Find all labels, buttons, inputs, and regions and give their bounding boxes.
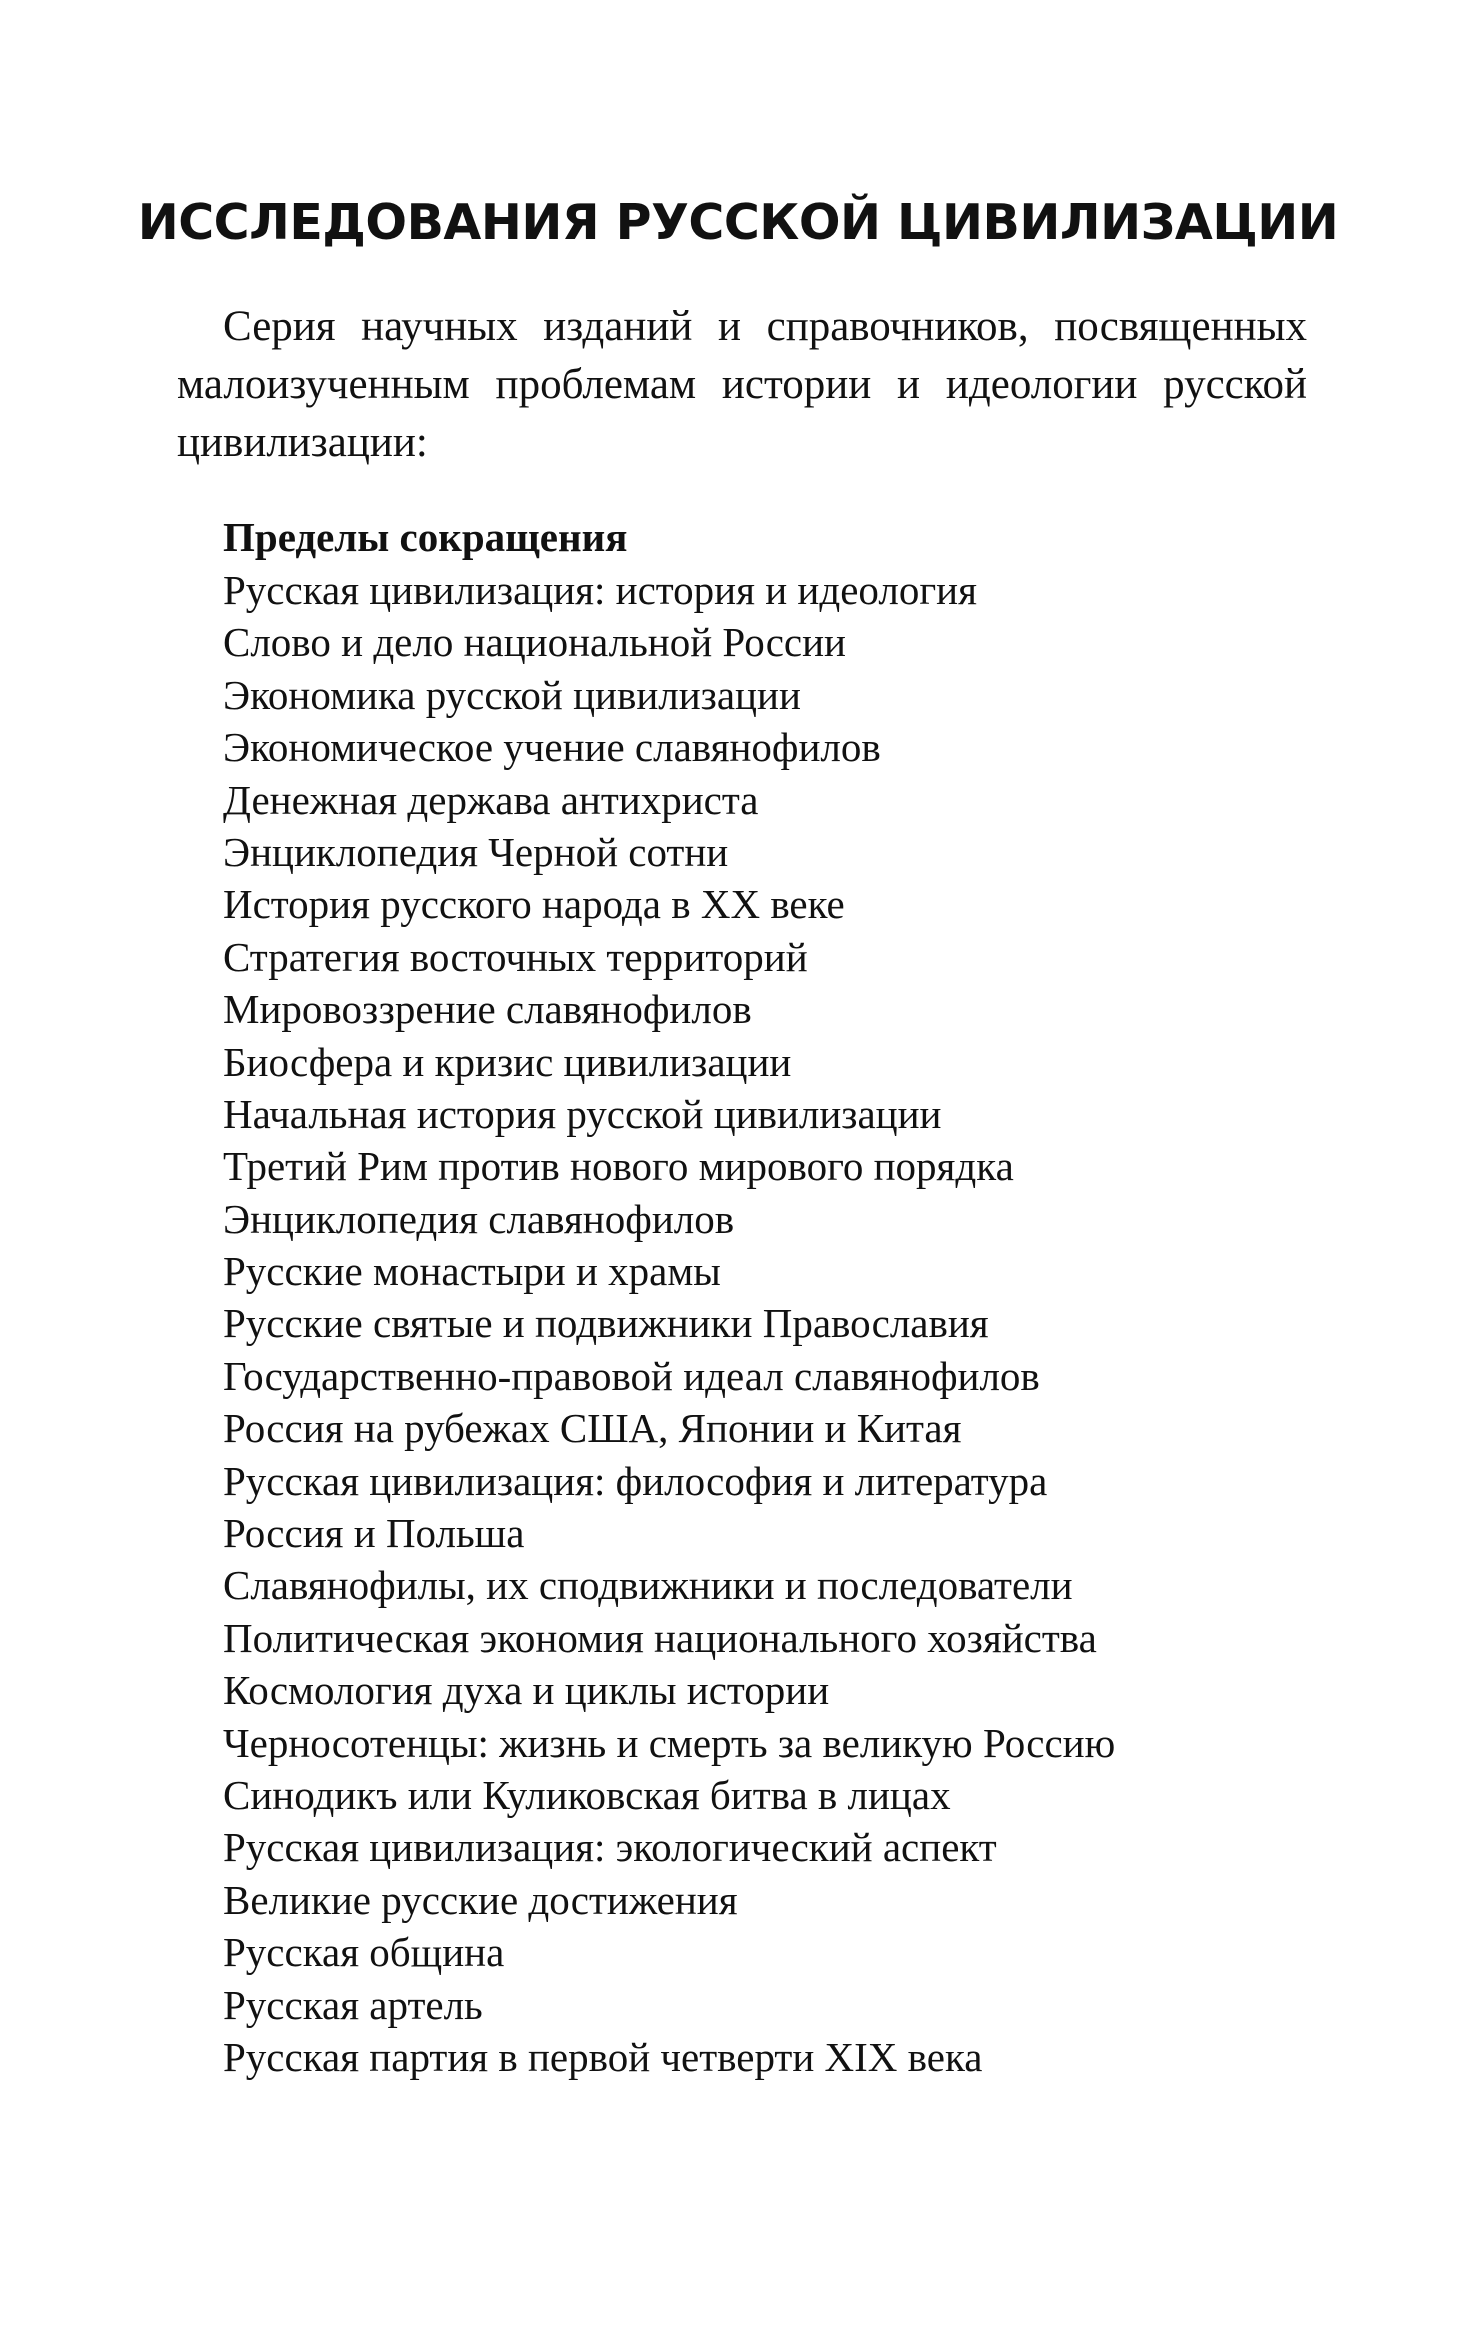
list-item: Русские монастыри и храмы xyxy=(223,1248,721,1295)
list-item: Экономическое учение славянофилов xyxy=(223,724,881,771)
list-item: Русская цивилизация: история и идеология xyxy=(223,567,977,613)
list-item: Русская артель xyxy=(223,1981,483,2028)
list-item: Государственно-правовой идеал славянофилов xyxy=(223,1352,1040,1399)
list-item: Черносотенцы: жизнь и смерть за великую Россию xyxy=(223,1719,1116,1766)
list-item: Энциклопедия славянофилов xyxy=(223,1195,735,1242)
list-item: Начальная история русской цивилизации xyxy=(223,1090,942,1137)
list-item: Политическая экономия национального хозяйства xyxy=(223,1614,1097,1661)
list-item: Русские святые и подвижники Православия xyxy=(223,1300,989,1347)
list-item: Энциклопедия Черной сотни xyxy=(223,828,729,875)
list-item: Россия и Польша xyxy=(223,1510,525,1557)
list-item: Денежная держава антихриста xyxy=(223,776,759,823)
series-title: ИССЛЕДОВАНИЯ РУССКОЙ ЦИВИЛИЗАЦИИ xyxy=(137,194,1339,251)
list-item: Россия на рубежах США, Японии и Китая xyxy=(223,1405,962,1452)
list-item: Слово и дело национальной России xyxy=(223,619,846,666)
list-item: Великие русские достижения xyxy=(223,1876,738,1923)
list-item: Русская партия в первой четверти XIX века xyxy=(223,2033,983,2080)
list-item: Синодикъ или Куликовская битва в лицах xyxy=(223,1771,951,1818)
series-description: Серия научных изданий и справочников, посвященных малоизученным проблемам истории и идеологии русской цивилизации: xyxy=(177,303,1307,466)
list-heading: Пределы сокращения xyxy=(223,514,628,560)
list-item: Мировоззрение славянофилов xyxy=(223,986,752,1033)
titles-list-block xyxy=(223,512,1373,2083)
list-item: Третий Рим против нового мирового порядка xyxy=(223,1143,1014,1190)
list-item: Русская община xyxy=(223,1929,505,1976)
list-item: Славянофилы, их сподвижники и последователи xyxy=(223,1562,1073,1609)
list-item: Космология духа и циклы истории xyxy=(223,1667,830,1714)
list-item: Русская цивилизация: философия и литература xyxy=(223,1457,1048,1504)
list-item: Русская цивилизация: экологический аспект xyxy=(223,1824,997,1871)
list-item: История русского народа в XX веке xyxy=(223,881,845,928)
list-item: Стратегия восточных территорий xyxy=(223,933,808,980)
list-item: Биосфера и кризис цивилизации xyxy=(223,1038,792,1085)
list-item: Экономика русской цивилизации xyxy=(223,671,801,718)
titles-list xyxy=(223,564,1373,2083)
